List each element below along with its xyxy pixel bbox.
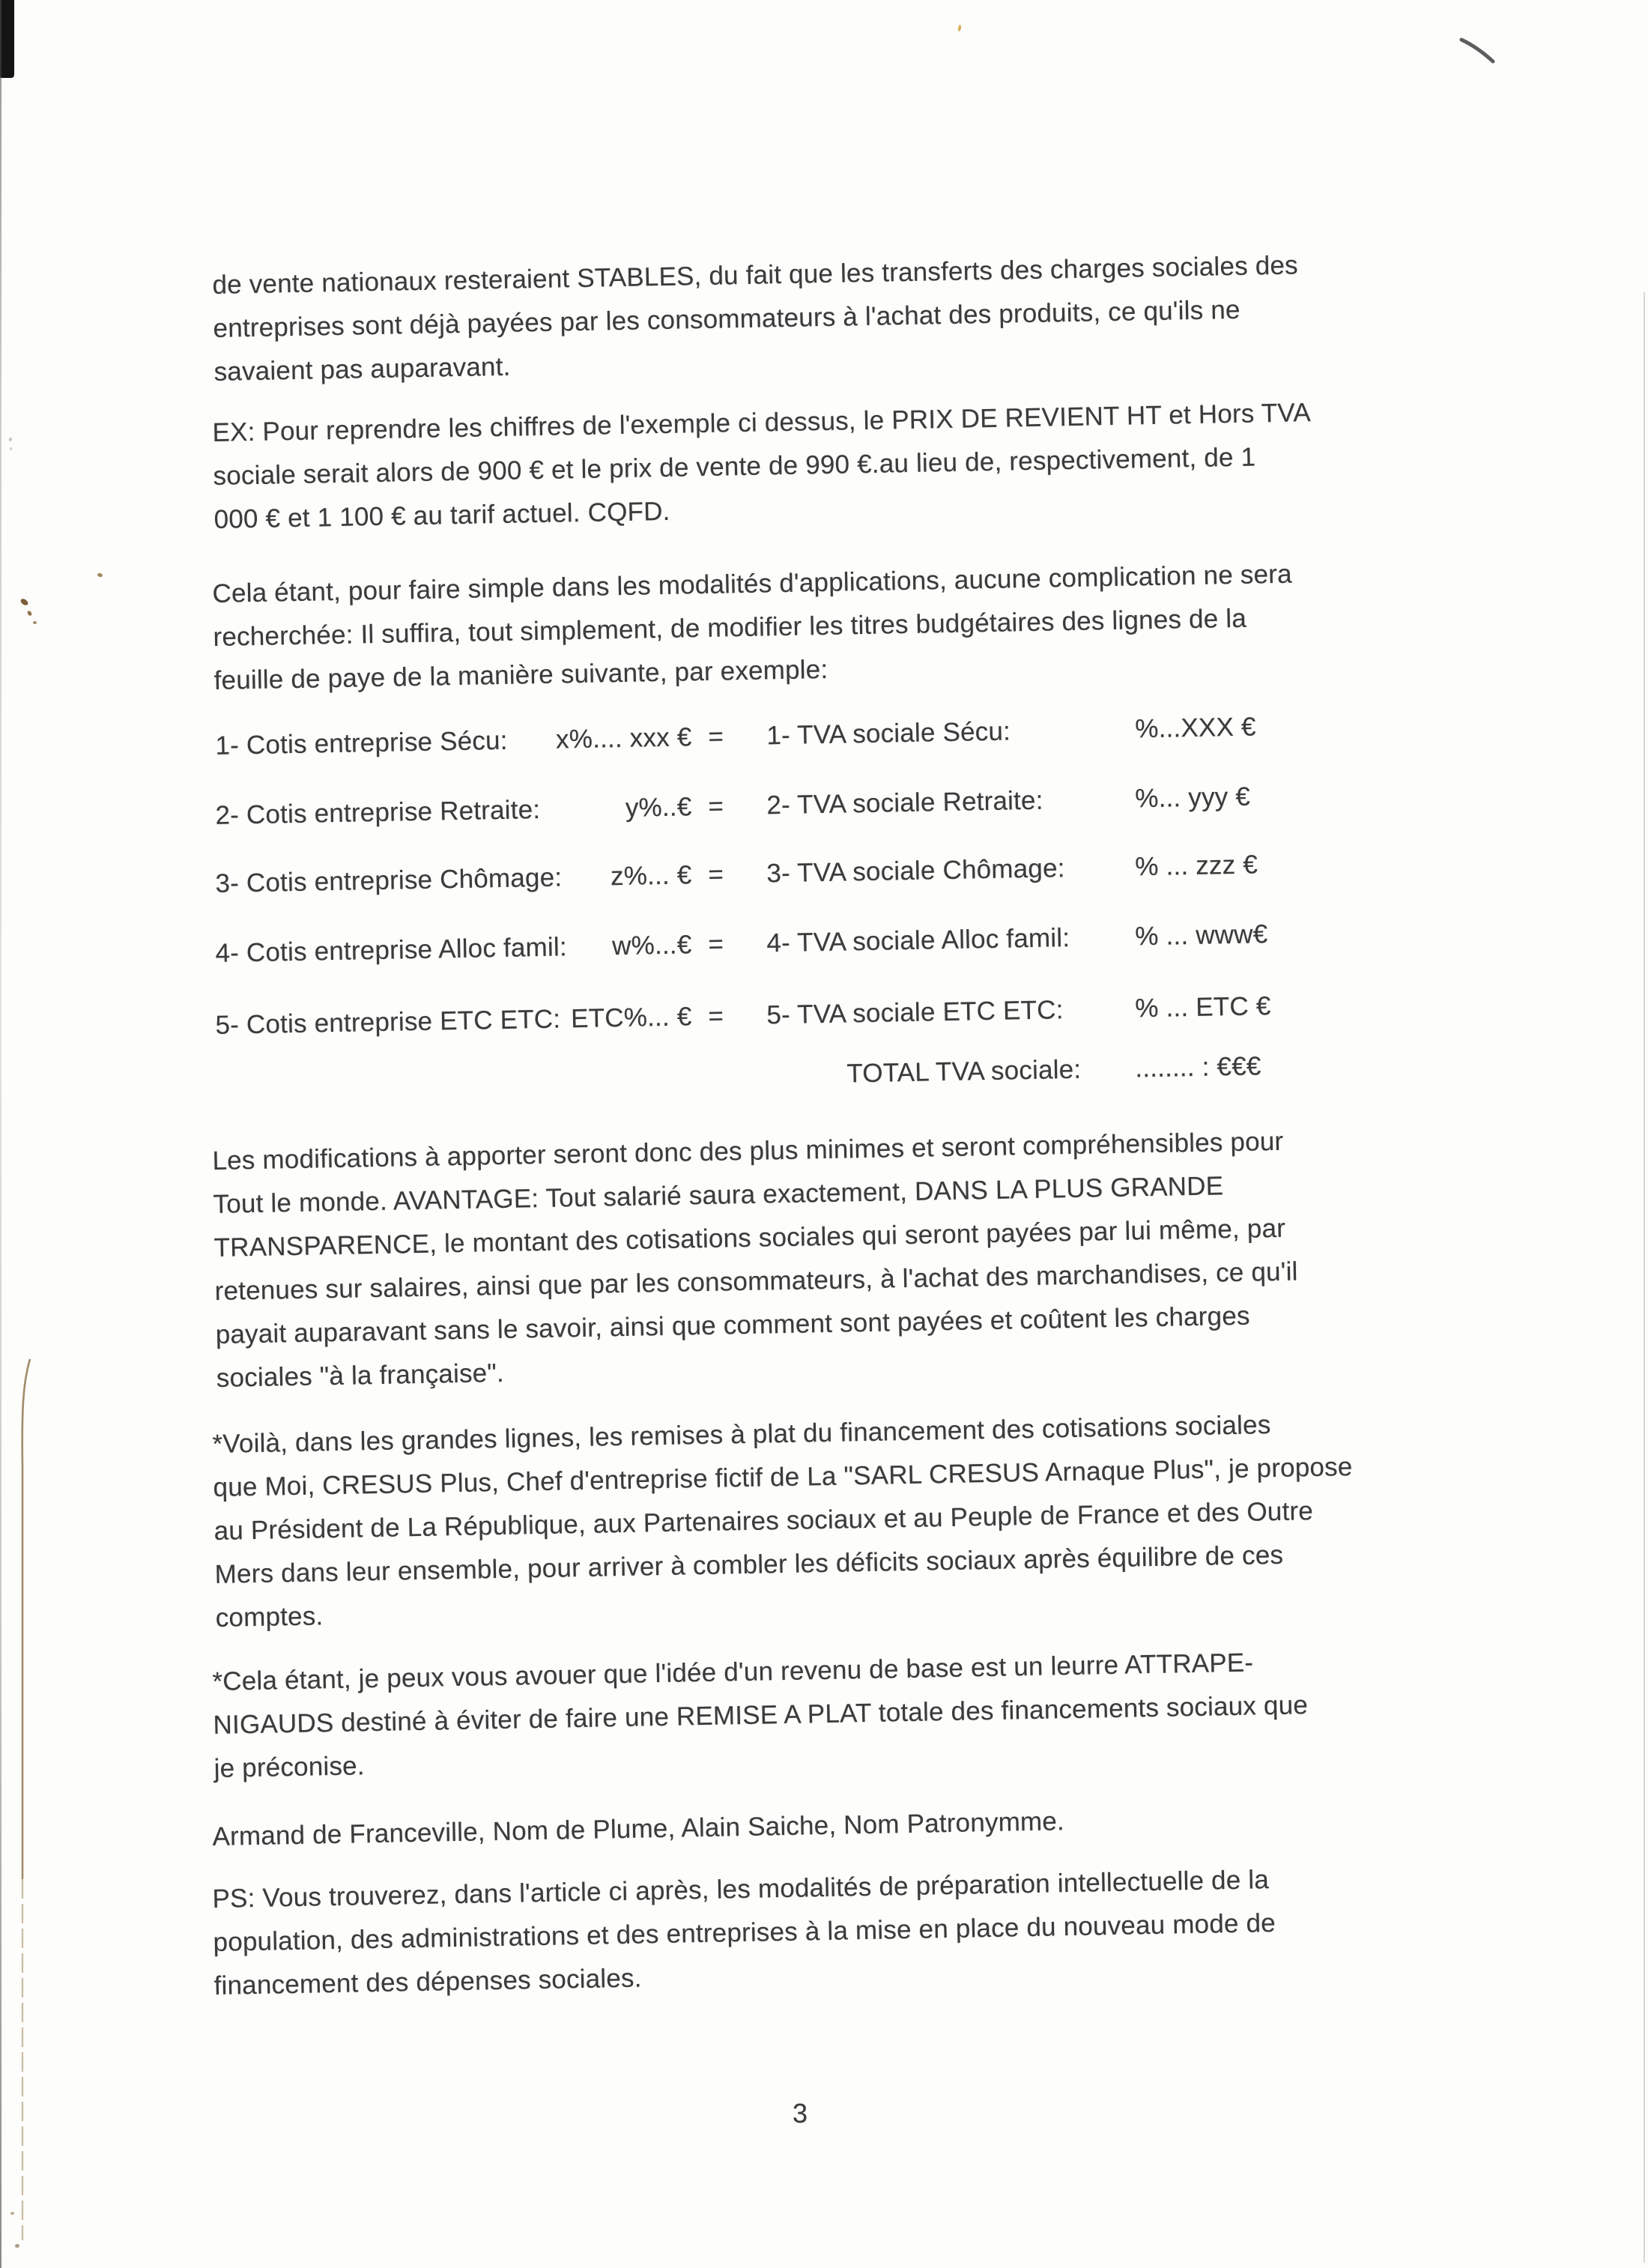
row-label-right: 3- TVA sociale Chômage: xyxy=(766,853,1065,889)
table-row xyxy=(212,909,1486,976)
paragraph-postscript: PS: Vous trouverez, dans l'article ci après, les modalités de préparation intellectuelle de la population, des administrations et des entreprises à la mise en place du nouveau mode de financement des dépenses sociales. xyxy=(212,1865,1276,2001)
paragraph-modalites: Cela étant, pour faire simple dans les modalités d'applications, aucune complication ne sera recherchée: Il suffira, tout simplement, de modifier les titres budgétaires des lignes de la feuille de paye de la manière suivante, par exemple: xyxy=(212,559,1293,695)
equals-sign: = xyxy=(708,1001,724,1031)
row-label-right: 4- TVA sociale Alloc famil: xyxy=(766,923,1070,958)
left-scan-edge-line xyxy=(0,0,1,2268)
row-value-right: % ... www€ xyxy=(1134,919,1268,952)
ink-speck xyxy=(19,597,29,606)
paragraph-revenu-de-base: *Cela étant, je peux vous avouer que l'idée d'un revenu de base est un leurre ATTRAPE- NIGAUDS destiné à éviter de faire une REMISE A PLAT totale des financements sociaux que je préconise. xyxy=(212,1648,1309,1783)
page-number: 3 xyxy=(793,2098,808,2129)
paragraph-voila-proposal: *Voilà, dans les grandes lignes, les remises à plat du financement des cotisations sociales que Moi, CRESUS Plus, Chef d'entreprise fictif de La "SARL CRESUS Arnaque Plus", je propose au Président de La République, aux Partenaires sociaux et au Peuple de France et des Outre Mers dans leur ensemble, pour arriver à combler les déficits sociaux après équilibre de ces comptes. xyxy=(212,1410,1353,1633)
row-label-left: 5- Cotis entreprise ETC ETC: xyxy=(215,1004,561,1040)
row-label-left: 4- Cotis entreprise Alloc famil: xyxy=(215,932,568,968)
table-row xyxy=(212,701,1486,768)
row-value-left: y%..€ xyxy=(625,792,692,823)
row-value-left: w%...€ xyxy=(611,930,692,961)
paragraph-modifications: Les modifications à apporter seront donc des plus minimes et seront compréhensibles pour Tout le monde. AVANTAGE: Tout salarié saura exactement, DANS LA PLUS GRANDE TRANSPARENCE, le montant des cotisations sociales qui seront payées par lui même, par retenues sur salaires, ainsi que par les consommateurs, à l'achat des marchandises, ce qu'il payait auparavant sans le savoir, ainsi que comment sont payées et coûtent les charges sociales "à la française". xyxy=(212,1126,1298,1393)
row-label-right: 1- TVA sociale Sécu: xyxy=(766,716,1011,751)
row-value-left: z%... € xyxy=(610,860,692,892)
equals-sign: = xyxy=(708,929,724,959)
scanner-edge-bar xyxy=(0,0,14,78)
pen-stroke-mark xyxy=(1456,36,1498,66)
row-label-left: 2- Cotis entreprise Retraite: xyxy=(215,794,541,830)
ink-speck xyxy=(9,438,12,441)
ink-speck xyxy=(97,572,103,578)
row-label-left: 1- Cotis entreprise Sécu: xyxy=(215,725,508,760)
equals-sign: = xyxy=(708,859,724,889)
table-row xyxy=(212,839,1486,906)
row-value-right: %...XXX € xyxy=(1134,712,1256,744)
ink-speck xyxy=(27,610,33,617)
table-total-row xyxy=(212,1041,1486,1107)
signature-line: Armand de Franceville, Nom de Plume, Alain Saiche, Nom Patronymme. xyxy=(212,1806,1065,1851)
ink-speck xyxy=(10,447,12,450)
ink-speck xyxy=(15,2244,19,2248)
row-value-right: % ... ETC € xyxy=(1134,991,1271,1023)
equals-sign: = xyxy=(708,791,724,821)
paragraph-example-prices: EX: Pour reprendre les chiffres de l'exemple ci dessus, le PRIX DE REVIENT HT et Hors TVA sociale serait alors de 900 € et le prix de vente de 990 €.au lieu de, respectivement, de 1 000 € et 1 100 € au tarif actuel. CQFD. xyxy=(212,398,1312,534)
table-row xyxy=(212,771,1486,838)
table-row xyxy=(212,981,1486,1047)
ink-speck xyxy=(10,2212,14,2215)
row-label-left: 3- Cotis entreprise Chômage: xyxy=(215,862,563,898)
paper-fleck xyxy=(957,25,962,32)
equals-sign: = xyxy=(708,722,724,752)
total-value: ........ : €€€ xyxy=(1134,1051,1261,1083)
paper-crease-stain-line xyxy=(13,1355,39,2246)
row-value-right: % ... zzz € xyxy=(1134,850,1258,882)
total-label: TOTAL TVA sociale: xyxy=(846,1054,1082,1089)
paragraph-intro-stables: de vente nationaux resteraient STABLES, du fait que les transferts des charges sociales des entreprises sont déjà payées par les consommateurs à l'achat des produits, ce qu'ils ne savaient pas auparavant. xyxy=(212,250,1299,387)
right-scan-edge-line xyxy=(1644,292,1645,2263)
row-label-right: 5- TVA sociale ETC ETC: xyxy=(766,995,1064,1030)
ink-speck xyxy=(33,621,37,624)
row-label-right: 2- TVA sociale Retraite: xyxy=(766,785,1043,820)
row-value-left: ETC%... € xyxy=(570,1002,692,1034)
row-value-left: x%.... xxx € xyxy=(555,722,692,755)
row-value-right: %... yyy € xyxy=(1134,781,1251,814)
